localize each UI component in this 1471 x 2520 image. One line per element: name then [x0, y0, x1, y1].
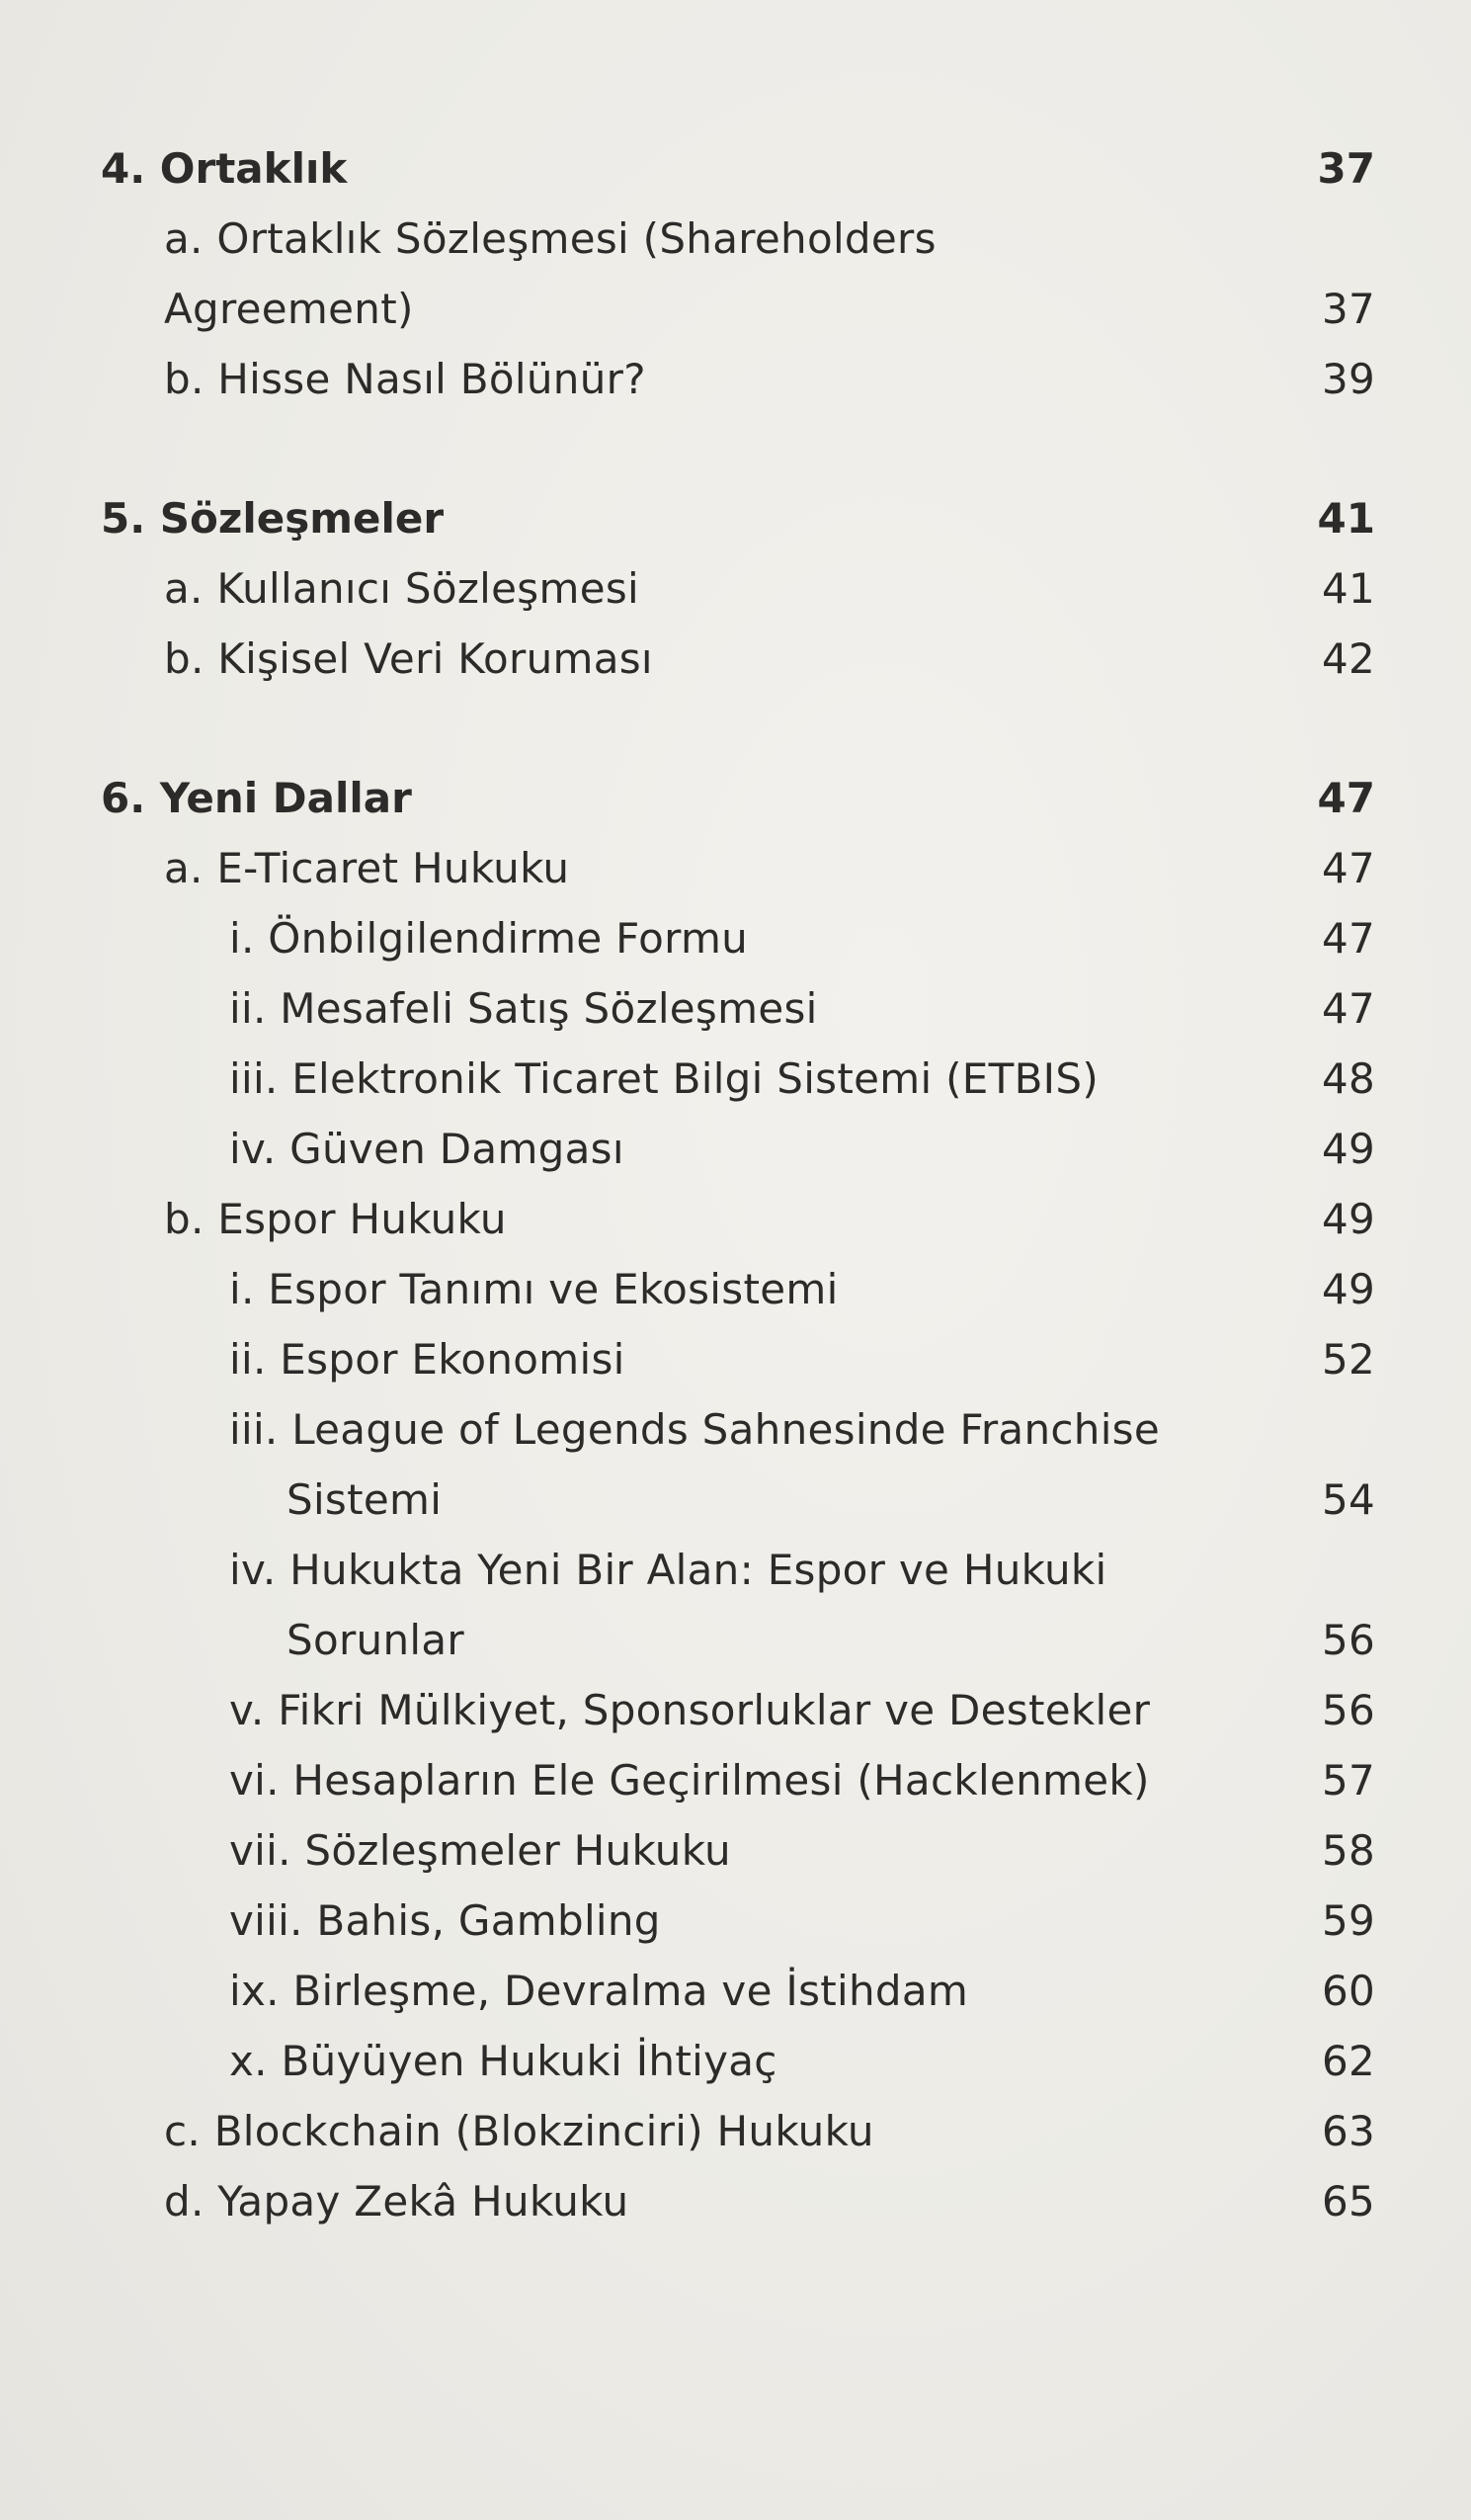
toc-entry — [101, 344, 1375, 414]
toc-chapter-heading — [101, 133, 1375, 204]
entry-title: vi. Hesapların Ele Geçirilmesi (Hacklenmek) — [229, 1756, 1150, 1805]
entry-title: ii. Mesafeli Satış Sözleşmesi — [229, 984, 818, 1033]
entry-title: Sorunlar — [286, 1616, 464, 1664]
entry-page-number: 59 — [1321, 1896, 1375, 1945]
entry-page-number: 60 — [1321, 1967, 1375, 2015]
entry-page-number: 54 — [1321, 1475, 1375, 1524]
entry-title: ix. Birleşme, Devralma ve İstihdam — [229, 1967, 969, 2015]
chapter-page-number: 47 — [1317, 774, 1375, 822]
entry-page-number: 37 — [1321, 285, 1375, 333]
toc-section — [101, 483, 1375, 694]
entry-title: i. Önbilgilendirme Formu — [229, 914, 749, 963]
chapter-page-number: 41 — [1317, 494, 1375, 543]
toc-section — [101, 763, 1375, 2236]
toc-entry — [101, 1114, 1375, 1184]
entry-title: i. Espor Tanımı ve Ekosistemi — [229, 1265, 839, 1313]
toc-entry — [101, 1465, 1375, 1535]
entry-title: ii. Espor Ekonomisi — [229, 1335, 625, 1384]
toc-entry — [101, 973, 1375, 1044]
chapter-title: 6. Yeni Dallar — [101, 774, 412, 822]
toc-entry — [101, 1044, 1375, 1114]
toc-entry — [101, 1535, 1375, 1605]
entry-title: a. Kullanıcı Sözleşmesi — [164, 564, 639, 613]
entry-page-number: 39 — [1321, 355, 1375, 403]
toc-entry — [101, 1886, 1375, 1956]
entry-title: iii. League of Legends Sahnesinde Franchise — [229, 1405, 1160, 1454]
entry-title: c. Blockchain (Blokzinciri) Hukuku — [164, 2107, 874, 2155]
chapter-page-number: 37 — [1317, 144, 1375, 193]
entry-page-number: 49 — [1321, 1125, 1375, 1173]
entry-title: x. Büyüyen Hukuki İhtiyaç — [229, 2037, 777, 2085]
toc-entry — [101, 1394, 1375, 1465]
toc-entry — [101, 1324, 1375, 1394]
entry-page-number: 42 — [1321, 634, 1375, 683]
chapter-title: 4. Ortaklık — [101, 144, 348, 193]
entry-title: b. Kişisel Veri Koruması — [164, 634, 653, 683]
toc-chapter-heading — [101, 763, 1375, 833]
entry-page-number: 56 — [1321, 1686, 1375, 1734]
entry-title: iv. Güven Damgası — [229, 1125, 624, 1173]
toc-entry — [101, 274, 1375, 344]
entry-page-number: 62 — [1321, 2037, 1375, 2085]
toc-entry — [101, 1956, 1375, 2026]
toc-entry — [101, 1675, 1375, 1745]
toc-entry — [101, 1815, 1375, 1886]
toc-chapter-heading — [101, 483, 1375, 553]
toc-entry — [101, 1745, 1375, 1815]
toc-entry — [101, 1184, 1375, 1254]
entry-page-number: 48 — [1321, 1054, 1375, 1103]
toc-entry — [101, 903, 1375, 973]
entry-page-number: 56 — [1321, 1616, 1375, 1664]
entry-title: b. Espor Hukuku — [164, 1195, 507, 1243]
entry-title: Sistemi — [286, 1475, 443, 1524]
entry-page-number: 47 — [1321, 984, 1375, 1033]
entry-page-number: 58 — [1321, 1826, 1375, 1875]
toc-entry — [101, 1254, 1375, 1324]
toc-entry — [101, 833, 1375, 903]
entry-page-number: 63 — [1321, 2107, 1375, 2155]
entry-page-number: 47 — [1321, 844, 1375, 892]
entry-title: iv. Hukukta Yeni Bir Alan: Espor ve Hukuki — [229, 1546, 1107, 1594]
chapter-title: 5. Sözleşmeler — [101, 494, 445, 543]
toc-entry — [101, 2026, 1375, 2096]
toc-entry — [101, 204, 1375, 274]
entry-title: Agreement) — [164, 285, 414, 333]
toc-entry — [101, 1605, 1375, 1675]
toc-entry — [101, 2096, 1375, 2166]
toc-entry — [101, 553, 1375, 624]
entry-title: b. Hisse Nasıl Bölünür? — [164, 355, 646, 403]
entry-page-number: 57 — [1321, 1756, 1375, 1805]
toc-entry — [101, 2166, 1375, 2236]
entry-title: a. Ortaklık Sözleşmesi (Shareholders — [164, 214, 937, 263]
entry-page-number: 41 — [1321, 564, 1375, 613]
entry-title: viii. Bahis, Gambling — [229, 1896, 661, 1945]
toc-entry — [101, 624, 1375, 694]
entry-page-number: 52 — [1321, 1335, 1375, 1384]
entry-title: a. E-Ticaret Hukuku — [164, 844, 570, 892]
entry-title: d. Yapay Zekâ Hukuku — [164, 2177, 629, 2226]
entry-page-number: 65 — [1321, 2177, 1375, 2226]
entry-title: vii. Sözleşmeler Hukuku — [229, 1826, 731, 1875]
entry-title: iii. Elektronik Ticaret Bilgi Sistemi (ETBIS) — [229, 1054, 1100, 1103]
entry-title: v. Fikri Mülkiyet, Sponsorluklar ve Destekler — [229, 1686, 1151, 1734]
table-of-contents — [101, 133, 1375, 2306]
toc-section — [101, 133, 1375, 414]
entry-page-number: 47 — [1321, 914, 1375, 963]
entry-page-number: 49 — [1321, 1195, 1375, 1243]
entry-page-number: 49 — [1321, 1265, 1375, 1313]
